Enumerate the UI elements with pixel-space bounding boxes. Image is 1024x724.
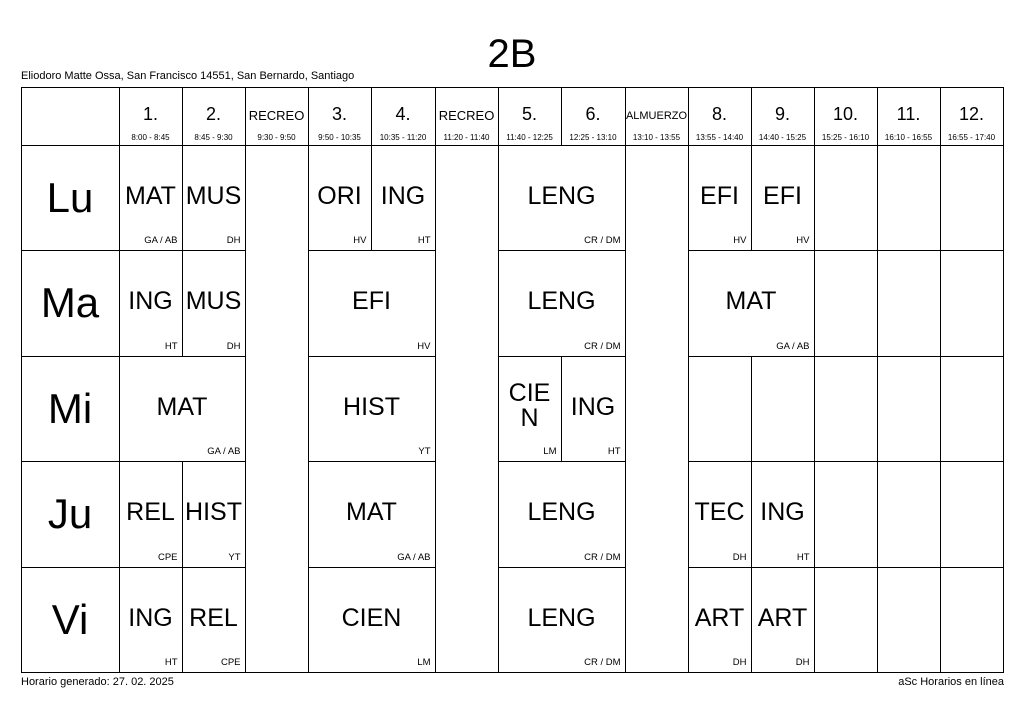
lesson-subject: CIEN bbox=[508, 378, 551, 432]
page-title: 2B bbox=[487, 32, 537, 76]
empty-slot bbox=[814, 461, 878, 568]
lesson-teacher: GA / AB bbox=[207, 445, 241, 457]
lesson-cell bbox=[119, 250, 183, 357]
lesson-teacher: HT bbox=[164, 340, 178, 352]
day-label-cell bbox=[21, 250, 120, 357]
period-label: 6. bbox=[585, 103, 601, 124]
period-header bbox=[119, 87, 183, 146]
period-header bbox=[245, 87, 309, 146]
empty-slot bbox=[814, 356, 878, 462]
empty-slot bbox=[940, 567, 1004, 673]
period-header bbox=[308, 87, 372, 146]
lesson-teacher: CR / DM bbox=[584, 340, 621, 352]
lesson-cell bbox=[308, 461, 436, 568]
lesson-teacher: DH bbox=[226, 234, 241, 246]
period-header bbox=[877, 87, 941, 146]
lesson-teacher: CPE bbox=[157, 551, 178, 563]
lesson-subject: ING bbox=[760, 498, 805, 526]
period-time: 11:20 - 11:40 bbox=[443, 132, 490, 142]
lesson-subject: EFI bbox=[763, 181, 802, 210]
lesson-cell bbox=[498, 567, 626, 673]
period-label: 5. bbox=[521, 103, 537, 124]
period-label: ALMUERZO bbox=[625, 109, 688, 122]
lesson-cell bbox=[182, 145, 246, 251]
lesson-teacher: DH bbox=[732, 551, 747, 563]
lesson-subject: TEC bbox=[694, 498, 745, 526]
empty-slot bbox=[814, 250, 878, 357]
period-header bbox=[814, 87, 878, 146]
lesson-cell bbox=[119, 145, 183, 251]
day-label-cell bbox=[21, 356, 120, 462]
period-label: 4. bbox=[395, 103, 411, 124]
lesson-subject: MUS bbox=[185, 287, 242, 315]
lesson-subject: LENG bbox=[527, 498, 596, 526]
lesson-cell bbox=[688, 567, 752, 673]
lesson-subject: LENG bbox=[527, 181, 596, 210]
lesson-subject: ORI bbox=[317, 181, 362, 210]
empty-slot bbox=[940, 250, 1004, 357]
period-time: 15:25 - 16:10 bbox=[821, 132, 870, 142]
lesson-subject: ART bbox=[694, 603, 745, 632]
lesson-teacher: CR / DM bbox=[584, 656, 621, 668]
period-label: 3. bbox=[331, 103, 347, 124]
empty-slot bbox=[688, 356, 752, 462]
period-label: RECREO bbox=[248, 107, 305, 123]
lesson-subject: ING bbox=[380, 181, 426, 210]
lesson-subject: REL bbox=[189, 603, 238, 632]
corner-cell bbox=[21, 87, 120, 146]
period-label: 10. bbox=[832, 103, 859, 124]
generated-date: Horario generado: 27. 02. 2025 bbox=[21, 676, 174, 688]
lesson-subject: ING bbox=[570, 392, 616, 421]
empty-slot bbox=[877, 356, 941, 462]
empty-slot bbox=[814, 567, 878, 673]
lesson-subject: CIEN bbox=[341, 603, 402, 632]
period-header bbox=[688, 87, 752, 146]
lesson-teacher: HV bbox=[733, 234, 747, 246]
school-address: Eliodoro Matte Ossa, San Francisco 14551, San Bernardo, Santiago bbox=[21, 70, 355, 82]
lesson-cell bbox=[119, 461, 183, 568]
lesson-cell bbox=[182, 250, 246, 357]
period-label: 9. bbox=[774, 103, 790, 124]
lesson-subject: ING bbox=[128, 603, 173, 632]
lesson-cell bbox=[371, 145, 436, 251]
lesson-subject: MAT bbox=[346, 498, 397, 526]
period-time: 16:10 - 16:55 bbox=[884, 132, 933, 142]
lesson-teacher: DH bbox=[226, 340, 241, 352]
lesson-cell bbox=[308, 567, 436, 673]
period-time: 13:55 - 14:40 bbox=[695, 132, 744, 142]
period-time: 10:35 - 11:20 bbox=[379, 132, 427, 142]
period-time: 16:55 - 17:40 bbox=[947, 132, 996, 142]
empty-slot bbox=[877, 461, 941, 568]
period-time: 12:25 - 13:10 bbox=[569, 132, 617, 142]
empty-slot bbox=[877, 145, 941, 251]
day-name: Ju bbox=[47, 490, 93, 537]
lesson-teacher: CR / DM bbox=[584, 234, 621, 246]
lesson-subject: MAT bbox=[725, 287, 777, 315]
period-label: 11. bbox=[896, 103, 921, 124]
period-header bbox=[498, 87, 562, 146]
period-header bbox=[751, 87, 815, 146]
lesson-cell bbox=[498, 461, 626, 568]
period-header bbox=[435, 87, 499, 146]
lesson-teacher: GA / AB bbox=[776, 340, 810, 352]
lesson-teacher: DH bbox=[732, 656, 747, 668]
brand-label: aSc Horarios en línea bbox=[898, 676, 1004, 688]
lesson-cell bbox=[308, 250, 436, 357]
day-label-cell bbox=[21, 461, 120, 568]
lesson-subject: MUS bbox=[185, 181, 242, 210]
period-header bbox=[182, 87, 246, 146]
period-time: 11:40 - 12:25 bbox=[506, 132, 553, 142]
period-label: 2. bbox=[205, 103, 221, 124]
period-header bbox=[371, 87, 436, 146]
lesson-teacher: LM bbox=[543, 445, 557, 457]
lesson-teacher: GA / AB bbox=[144, 234, 178, 246]
period-header bbox=[625, 87, 689, 146]
day-label-cell bbox=[21, 145, 120, 251]
period-time: 9:30 - 9:50 bbox=[257, 132, 296, 142]
lesson-teacher: HV bbox=[417, 340, 431, 352]
lesson-teacher: DH bbox=[795, 656, 810, 668]
lesson-teacher: HT bbox=[796, 551, 810, 563]
period-label: RECREO bbox=[438, 107, 495, 123]
lesson-cell bbox=[561, 356, 626, 462]
period-label: 12. bbox=[958, 103, 985, 124]
lesson-teacher: HV bbox=[353, 234, 367, 246]
empty-slot bbox=[814, 145, 878, 251]
lesson-teacher: YT bbox=[418, 445, 431, 457]
lesson-teacher: HV bbox=[796, 234, 810, 246]
lesson-subject: HIST bbox=[343, 392, 400, 421]
day-name: Lu bbox=[46, 173, 94, 221]
lesson-subject: MAT bbox=[125, 181, 176, 210]
lesson-cell bbox=[688, 461, 752, 568]
lesson-cell bbox=[498, 356, 562, 462]
lesson-cell bbox=[688, 250, 815, 357]
lesson-cell bbox=[308, 356, 436, 462]
lesson-cell bbox=[498, 145, 626, 251]
lesson-subject: LENG bbox=[527, 603, 596, 632]
lesson-subject: ING bbox=[128, 287, 173, 315]
lesson-subject: LENG bbox=[527, 287, 596, 315]
lesson-subject: EFI bbox=[700, 181, 739, 210]
lesson-teacher: YT bbox=[228, 551, 241, 563]
break-column bbox=[625, 145, 689, 673]
lesson-teacher: HT bbox=[607, 445, 621, 457]
period-time: 8:45 - 9:30 bbox=[194, 132, 233, 142]
day-name: Vi bbox=[51, 595, 89, 643]
period-label: 1. bbox=[142, 103, 158, 124]
lesson-teacher: GA / AB bbox=[397, 551, 431, 563]
day-label-cell bbox=[21, 567, 120, 673]
lesson-cell bbox=[751, 145, 815, 251]
empty-slot bbox=[940, 461, 1004, 568]
lesson-cell bbox=[751, 567, 815, 673]
period-header bbox=[940, 87, 1004, 146]
lesson-cell bbox=[751, 461, 815, 568]
lesson-cell bbox=[498, 250, 626, 357]
day-name: Ma bbox=[40, 279, 100, 326]
break-column bbox=[245, 145, 309, 673]
lesson-subject: ART bbox=[757, 603, 808, 632]
lesson-teacher: LM bbox=[417, 656, 431, 668]
lesson-teacher: CPE bbox=[220, 656, 241, 668]
period-time: 13:10 - 13:55 bbox=[632, 132, 681, 142]
empty-slot bbox=[751, 356, 815, 462]
break-column bbox=[435, 145, 499, 673]
lesson-subject: REL bbox=[126, 498, 175, 526]
lesson-cell bbox=[182, 461, 246, 568]
period-time: 8:00 - 8:45 bbox=[131, 132, 170, 142]
empty-slot bbox=[940, 145, 1004, 251]
lesson-teacher: CR / DM bbox=[584, 551, 621, 563]
lesson-cell bbox=[308, 145, 372, 251]
empty-slot bbox=[877, 567, 941, 673]
period-time: 9:50 - 10:35 bbox=[318, 132, 361, 142]
empty-slot bbox=[877, 250, 941, 357]
lesson-teacher: HT bbox=[164, 656, 178, 668]
period-header bbox=[561, 87, 626, 146]
lesson-teacher: HT bbox=[417, 234, 431, 246]
lesson-cell bbox=[182, 567, 246, 673]
period-time: 14:40 - 15:25 bbox=[758, 132, 807, 142]
lesson-cell bbox=[688, 145, 752, 251]
lesson-subject: MAT bbox=[156, 392, 208, 421]
lesson-subject: HIST bbox=[185, 498, 242, 526]
lesson-cell bbox=[119, 567, 183, 673]
lesson-subject: EFI bbox=[352, 287, 391, 315]
day-name: Mi bbox=[47, 384, 93, 432]
lesson-cell bbox=[119, 356, 246, 462]
empty-slot bbox=[940, 356, 1004, 462]
period-label: 8. bbox=[711, 103, 727, 124]
